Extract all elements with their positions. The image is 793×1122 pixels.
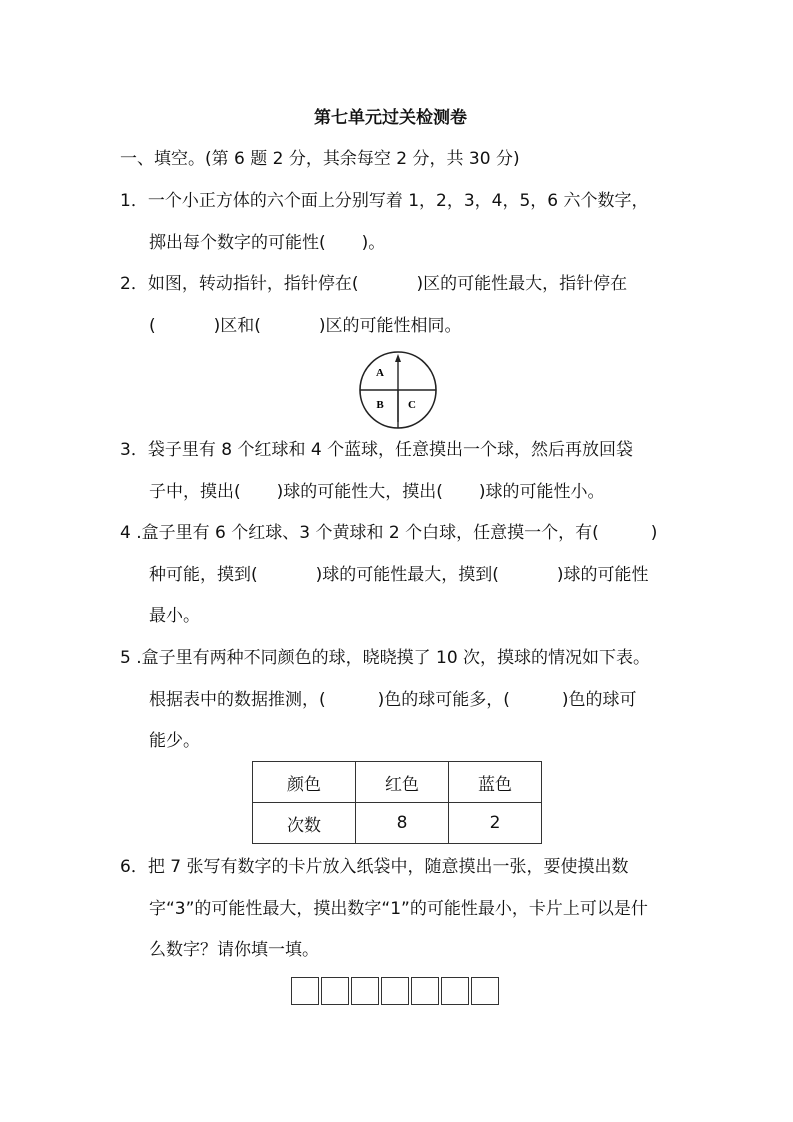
section-heading: 一、填空。(第 6 题 2 分，其余每空 2 分，共 30 分) [120,149,520,169]
ball-count-table [252,761,542,844]
q4-text-d: )球的可能性最大，摸到( [315,565,499,585]
q4-text-b: ) [650,523,658,543]
card-box[interactable] [291,977,319,1005]
q2-text-c: ( [149,316,156,336]
q5-line3: 能少。 [149,731,200,751]
card-answer-boxes [291,977,501,1005]
q4-text-c: 种可能，摸到( [149,565,258,585]
card-box[interactable] [441,977,469,1005]
q3-line1: 3．袋子里有 8 个红球和 4 个蓝球，任意摸出一个球，然后再放回袋 [120,440,634,460]
q5-text-c: )色的球可 [561,690,637,710]
card-box[interactable] [411,977,439,1005]
table-cell: 2 [449,803,542,844]
spinner-figure [358,350,438,430]
q2-text-a: 2．如图，转动指针，指针停在( [120,274,359,294]
q4-line1 [120,523,657,543]
spinner-label-b: B [376,399,384,411]
q6-line1: 6．把 7 张写有数字的卡片放入纸袋中，随意摸出一张，要使摸出数 [120,857,629,877]
card-box[interactable] [321,977,349,1005]
q2-text-d: )区和( [213,316,261,336]
table-cell: 8 [356,803,449,844]
q2-text-e: )区的可能性相同。 [318,316,462,336]
q1-text-a: 掷出每个数字的可能性( [149,233,326,253]
table-row [253,762,542,803]
q4-text-e: )球的可能性 [556,565,649,585]
q4-text-a: 4 .盒子里有 6 个红球、3 个黄球和 2 个白球，任意摸一个，有( [120,523,599,543]
q4-line2 [149,565,649,585]
q1-line1: 1．一个小正方体的六个面上分别写着 1，2，3，4，5，6 六个数字， [120,191,649,211]
q3-text-a: 子中，摸出( [149,482,241,502]
q5-text-a: 根据表中的数据推测，( [149,690,326,710]
card-box[interactable] [381,977,409,1005]
q6-line2: 字“3”的可能性最大，摸出数字“1”的可能性最小，卡片上可以是什 [149,899,648,919]
q2-line1 [120,274,627,294]
q1-line2 [149,233,385,253]
spinner-label-a: A [376,367,384,379]
spinner-label-c: C [408,399,416,411]
page-title: 第七单元过关检测卷 [314,108,467,128]
q4-line3: 最小。 [149,606,200,626]
card-box[interactable] [351,977,379,1005]
q1-text-b: )。 [361,233,386,253]
q2-line2 [149,316,462,336]
q5-line2 [149,690,637,710]
q5-text-b: )色的球可能多，( [377,690,510,710]
table-cell: 蓝色 [449,762,542,803]
q3-text-b: )球的可能性大，摸出( [276,482,443,502]
card-box[interactable] [471,977,499,1005]
table-cell: 次数 [253,803,356,844]
q2-text-b: )区的可能性最大，指针停在 [416,274,628,294]
q5-line1: 5 .盒子里有两种不同颜色的球，晓晓摸了 10 次，摸球的情况如下表。 [120,648,651,668]
table-row [253,803,542,844]
table-cell: 颜色 [253,762,356,803]
q3-text-c: )球的可能性小。 [478,482,605,502]
q6-line3: 么数字？请你填一填。 [149,940,319,960]
spinner-pointer-arrowhead-icon [395,354,401,362]
q3-line2 [149,482,605,502]
table-cell: 红色 [356,762,449,803]
